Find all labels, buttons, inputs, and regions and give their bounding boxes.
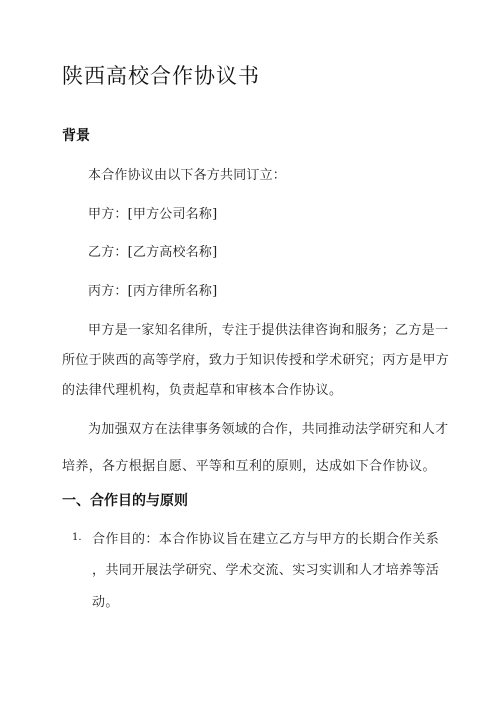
party-c-line: 丙方：[丙方律所名称] (88, 284, 218, 299)
list-item-line: 合作目的：本合作协议旨在建立乙方与甲方的长期合作关系 (92, 532, 440, 547)
paragraph-line: 的法律代理机构，负责起草和审核本合作协议。 (62, 383, 343, 398)
document-title: 陕西高校合作协议书 (62, 64, 260, 88)
section-heading: 一、合作目的与原则 (62, 493, 188, 509)
paragraph-line: 为加强双方在法律事务领域的合作，共同推动法学研究和人才 (88, 422, 449, 437)
list-item-line: 动。 (92, 595, 119, 610)
intro-text: 本合作协议由以下各方共同订立： (88, 168, 287, 183)
background-heading: 背景 (62, 128, 90, 144)
party-b-line: 乙方：[乙方高校名称] (88, 245, 218, 260)
list-number: 1. (72, 532, 82, 543)
party-a-line: 甲方：[甲方公司名称] (88, 207, 218, 222)
paragraph-line: 甲方是一家知名律所，专注于提供法律咨询和服务；乙方是一 (88, 323, 449, 338)
paragraph-line: 培养，各方根据自愿、平等和互利的原则，达成如下合作协议。 (62, 459, 436, 474)
list-item-line: ，共同开展法学研究、学术交流、实习实训和人才培养等活 (92, 563, 440, 578)
paragraph-line: 所位于陕西的高等学府，致力于知识传授和学术研究；丙方是甲方 (62, 353, 450, 368)
